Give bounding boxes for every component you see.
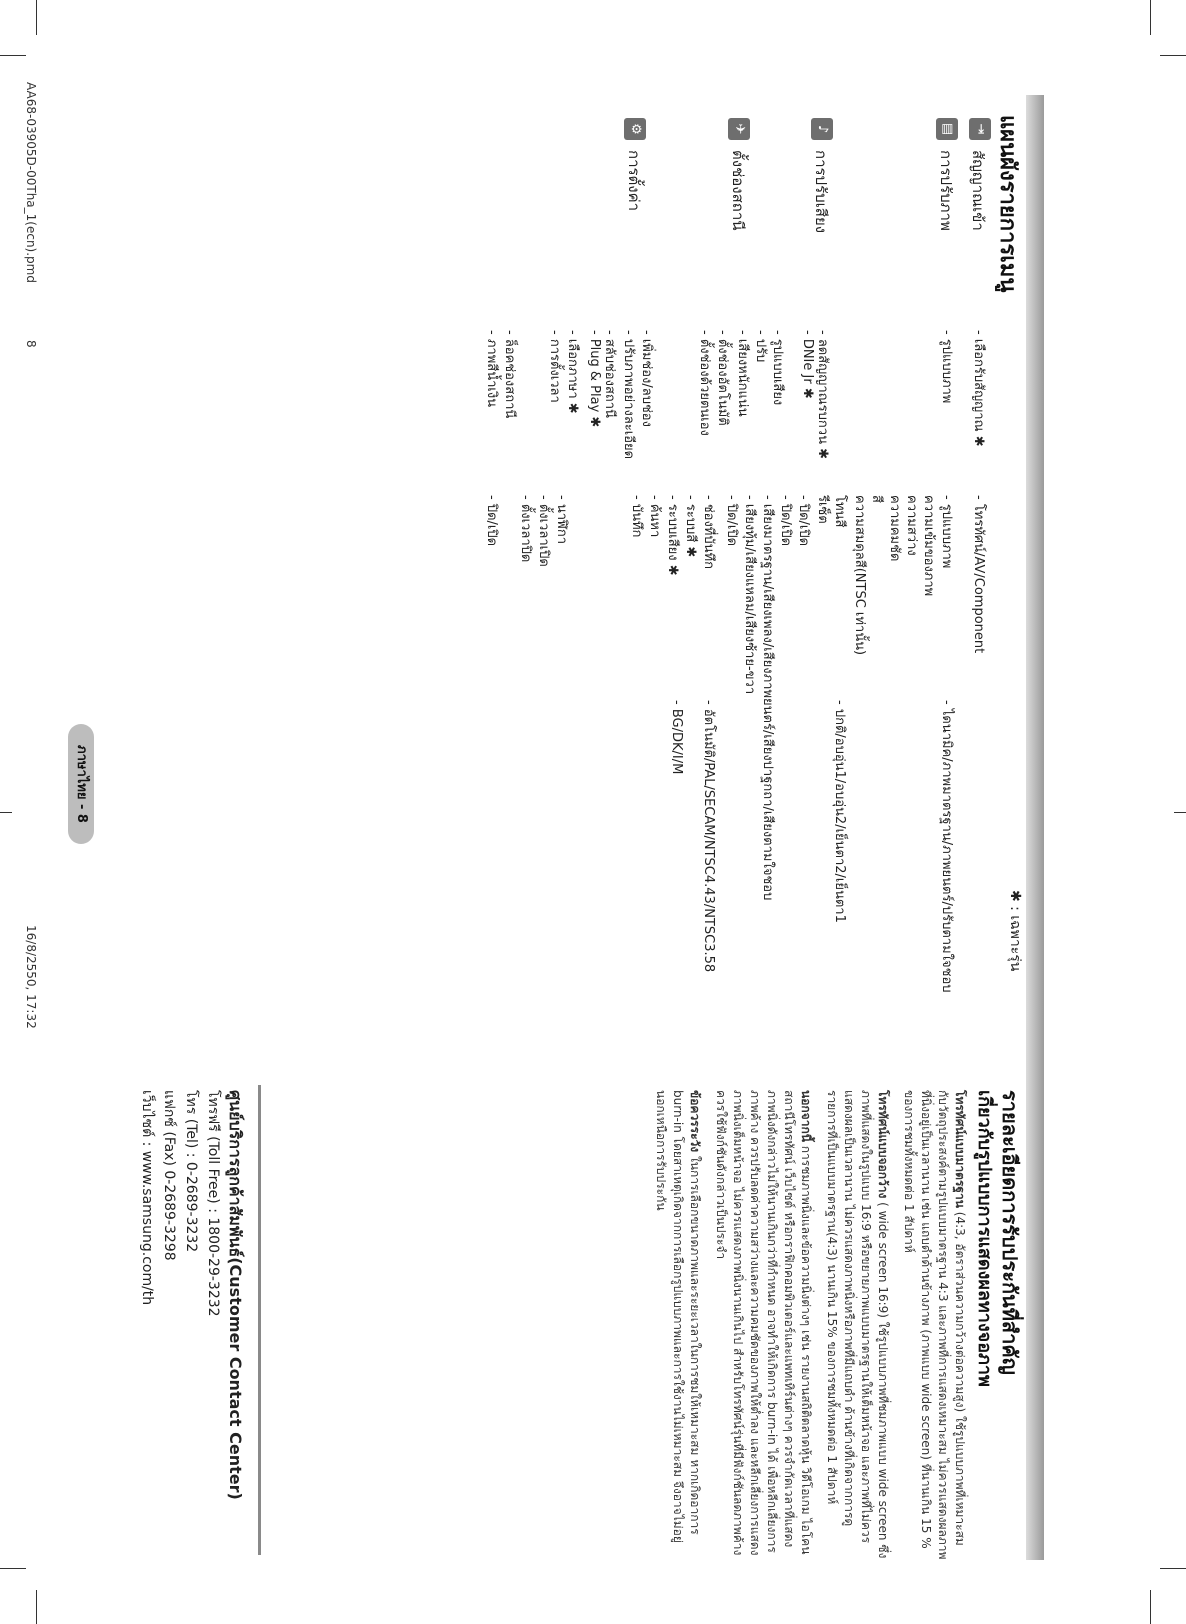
menu-subitem: - ค้นหา [647, 495, 662, 538]
menu-item: - ลดสัญญาณรบกวน ✱ [815, 330, 830, 459]
menu-subitem: สี [869, 495, 884, 503]
menu-item: - Plug & Play ✱ [587, 330, 602, 428]
footer-date: 16/8/2550, 17:32 [24, 925, 38, 1029]
contact-title: ศูนย์บริการลูกค้าสัมพันธ์(Customer Contact Center) [226, 1090, 245, 1500]
menu-subitem: - ปิด/เปิด [484, 495, 499, 547]
menu-subitem: - ช่องที่บันทึก [701, 495, 716, 569]
menu-option: - BG/DK/I/M [669, 700, 684, 775]
menu-subitem: - โทรทัศน์/AV/Component [971, 495, 986, 654]
paragraph: นอกจากนี้ การชมภาพนิ่งและข้อความนิ่งต่างๆ เช่น รายงานสถิติตลาดหุ้น วิดีโอเกม ไอโคน สถานีโทรทัศน์ เว็บไซต์ หรือกราฟิกคอมพิวเตอร์และแพทเทิร์นต่างๆ ควรจำกัดเวลาที่แสดงภาพนิ่งดังกล่าวไม่ให้นานเกินกว่าที่กำหนด อาจทำให้เกิดการ burn-in ได้ เพื่อหลีกเลี่ยงการภาพค้าง ควรปรับลดค่าความสว่างและความคมชัดของภาพให้ต่ำลง และหลีกเลี่ยงการแสดงภาพนิ่งเต็มหน้าจอ ไม่ควรแสดงภาพนิ่งนานเกินไป สำหรับโทรทัศน์รุ่นที่มีฟังก์ชันลดภาพค้าง ควรใช้ฟังก์ชันดังกล่าวเป็นประจำ [714, 1090, 813, 1556]
menu-subitem: - ระบบสี ✱ [683, 495, 698, 558]
menu-subitem: ความเข้มของภาพ [921, 495, 936, 597]
category-picture: การปรับภาพ [937, 150, 955, 231]
contact-line: โทร (Tel) : 0-2689-3232 [183, 1090, 199, 1253]
display-title: รายละเอียดการรับประกันที่สำคัญ [998, 1090, 1022, 1375]
contact-divider [258, 1085, 261, 1555]
paragraph: โทรทัศน์แบบจอกว้าง ( wide screen 16:9) ใช้รูปแบบภาพที่ชมภาพแบบ wide screen ซึ่งภาพที่แสดงในรูปแบบ 16:9 หรือขยายภาพแบบมาตรฐานให้เต็มหน้าจอ และภาพที่ไม่ควรแสดงผลเป็นเวลานาน ไม่ควรแสดงภาพนิ่งหรือภาพที่มีแถบดำ ด้านข้างที่เกิดจากการดูรายการที่เป็นแบบมาตรฐาน(4:3) นานเกิน 15% ของการชมทั้งหมดต่อ 1 สัปดาห์ [825, 1090, 890, 1559]
display-paragraphs [643, 1090, 968, 1560]
sound-icon: ♪ [811, 118, 833, 140]
footer-file: AA68-03905D-00Tha_1(ecn).pmd [24, 82, 38, 283]
menu-subitem: รีเซ็ต [815, 495, 830, 524]
display-header-bar [1026, 1080, 1044, 1560]
category-channel: ตั้งช่องสถานี [729, 150, 747, 231]
picture-icon: ▤ [936, 118, 958, 140]
menu-item: - เสียงหนักแน่น [735, 330, 750, 417]
paragraph: โทรทัศน์แบบมาตรฐาน (4:3, อัตราส่วนความกว้างต่อความสูง) ใช้รูปแบบภาพที่เหมาะสมกับวัตถุประสงค์ตามรูปแบบมาตรฐาน 4:3 และภาพที่การแสดงเหมาะสม ไม่ควรแสดงผลภาพที่นิ่งอยู่เป็นเวลานาน เช่น แถบดำด้านข้างภาพ (ภาพแบบ wide screen) ที่นานเกิน 15 % ของการชมทั้งหมดต่อ 1 สัปดาห์ [902, 1090, 967, 1560]
menu-subitem: - บันทึก [629, 495, 644, 538]
menu-item: - เลือกภาษา ✱ [565, 330, 580, 414]
menu-subitem: - ปิด/เปิด [796, 495, 811, 547]
menu-title: แผนผังรายการเมนู [995, 115, 1020, 293]
legend: ✱ : เฉพาะรุ่น [1007, 890, 1023, 972]
category-input: สัญญาณเข้า [969, 150, 987, 231]
footer-page-num: 8 [24, 340, 38, 348]
menu-subitem: - รูปแบบภาพ [939, 495, 954, 569]
contact-line: เว็บไซต์ : www.samsung.com/th [139, 1090, 155, 1306]
menu-subitem: ความคมชัด [887, 495, 902, 562]
menu-item: - รูปแบบเสียง [770, 330, 785, 406]
menu-item: - ล็อคช่องสถานี [502, 330, 517, 419]
menu-option: - ปกติ/อบอุ่น1/อบอุ่น2/เย็นตา2/เย็นตา1 [832, 700, 847, 923]
menu-item: - สลับช่องสถานี [602, 330, 617, 418]
menu-item: - ปรับภาพอย่างละเอียด [621, 330, 636, 460]
menu-subitem: - ปิด/เปิด [724, 495, 739, 547]
channel-icon: ✈ [728, 118, 750, 140]
contact-line: แฟกซ์ (Fax) 0-2689-3298 [161, 1090, 177, 1261]
page-label: ภาษาไทย - 8 [68, 724, 94, 844]
menu-subitem: - นาฬิกา [554, 495, 569, 545]
menu-item: - การตั้งเวลา [547, 330, 562, 403]
menu-item: - เพิ่มช่อง/ลบช่อง [639, 330, 654, 427]
menu-subitem: - เสียงทุ้ม/เสียงแหลม/เสียงซ้าย-ขวา [742, 495, 757, 695]
display-subtitle: เกี่ยวกับรูปแบบการแสดงผลทางจอภาพ [974, 1090, 995, 1387]
menu-subitem: ความสมดุลสี(NTSC เท่านั้น) [852, 495, 867, 656]
menu-subitem: โทนสี [832, 495, 847, 528]
menu-option: - ไดนามิค/ภาพมาตรฐาน/ภาพยนตร์/ปรับตามใจชอบ [939, 700, 954, 993]
menu-subitem: - ตั้งเวลาปิด [518, 495, 533, 563]
menu-item: - ตั้งช่องด้วยตนเอง [697, 330, 712, 436]
menu-subitem: ความสว่าง [904, 495, 919, 556]
input-icon: ⇥ [969, 118, 991, 140]
menu-header-bar [1026, 95, 1044, 1135]
menu-item: - เลือกรับสัญญาณ ✱ [971, 330, 986, 447]
contact-line: โทรฟรี (Toll Free) : 1800-29-3232 [205, 1090, 221, 1317]
menu-item: - ภาพสีน้ำเงิน [484, 330, 499, 408]
menu-item: - ตั้งช่องอัตโนมัติ [715, 330, 730, 426]
menu-subitem: - ระบบเสียง ✱ [665, 495, 680, 576]
menu-item: - DNIe Jr ✱ [800, 330, 815, 399]
menu-item: - รูปแบบภาพ [939, 330, 954, 404]
paragraph: ข้อควรระวัง ในการเลือกขนาดภาพและระยะเวลาในการชมให้เหมาะสม หากเกิดอาการ burn-in โดยสาเหตุเกิดจากการเลือกรูปแบบภาพและการใช้งานไม่เหมาะสม จึงอาจไม่อยู่นอกเหนือการรับประกัน [654, 1090, 702, 1543]
category-setup: การตั้งค่า [625, 150, 643, 212]
contact-block [136, 1090, 246, 1560]
menu-subitem: - ปิด/เปิด [778, 495, 793, 547]
category-sound: การปรับเสียง [812, 150, 830, 234]
menu-item: - ปรับ [753, 330, 768, 363]
menu-option: - อัตโนมัติ/PAL/SECAM/NTSC4.43/NTSC3.58 [701, 700, 716, 973]
setup-icon: ⚙ [624, 118, 646, 140]
menu-subitem: - ตั้งเวลาเปิด [536, 495, 551, 567]
menu-subitem: - เสียงมาตรฐาน/เสียงเพลง/เสียงภาพยนตร์/เสียงปาฐกถา/เสียงตามใจชอบ [760, 495, 775, 901]
